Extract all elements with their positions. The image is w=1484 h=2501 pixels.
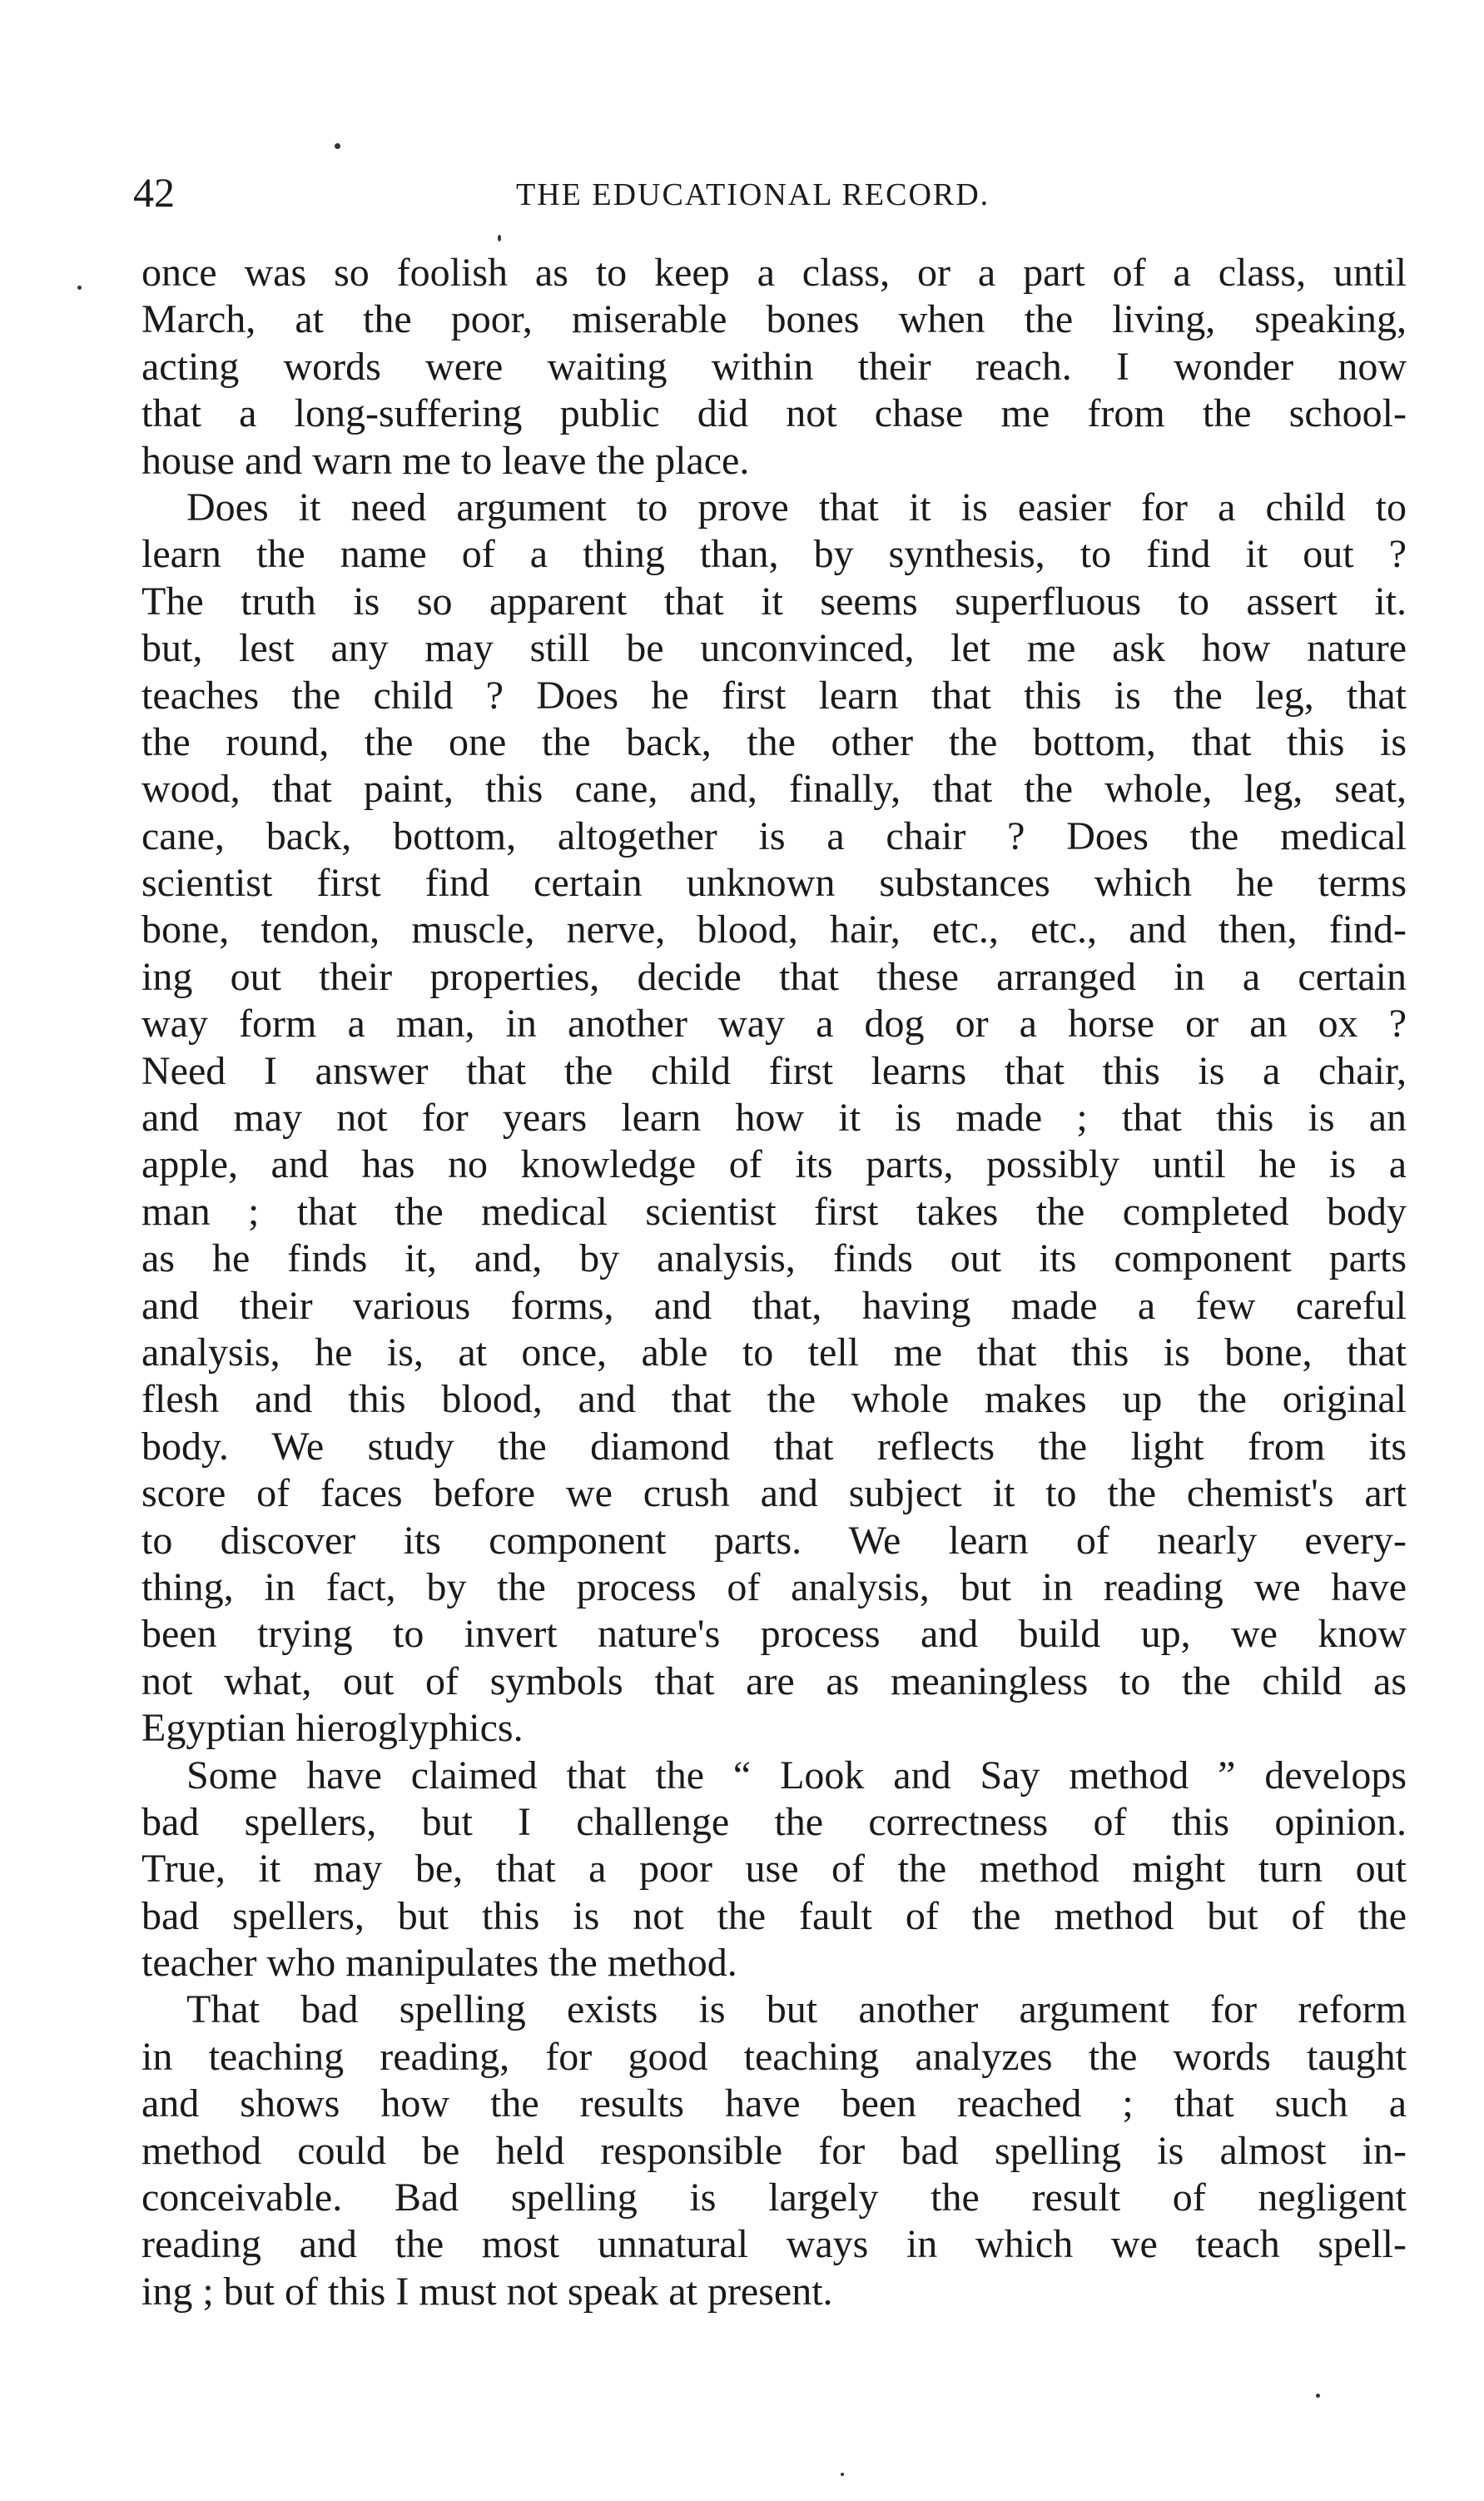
text-line: way form a man, in another way a dog or a horse or an ox ? — [141, 1002, 1407, 1047]
text-line: Need I answer that the child first learns that this is a chair, — [141, 1048, 1407, 1093]
page-number: 42 — [133, 169, 175, 216]
text-line: as he finds it, and, by analysis, finds out its component parts — [141, 1236, 1407, 1281]
text-line: March, at the poor, miserable bones when the living, speaking, — [141, 297, 1407, 342]
text-line: been trying to invert nature's process and build up, we know — [141, 1612, 1407, 1657]
ink-speck — [335, 143, 340, 149]
paragraph-2 — [141, 485, 1407, 1753]
text-line: and their various forms, and that, having made a few careful — [141, 1283, 1407, 1328]
text-line: teacher who manipulates the method. — [141, 1941, 737, 1986]
text-line: method could be held responsible for bad spelling is almost in- — [141, 2128, 1407, 2173]
text-line: Some have claimed that the “ Look and Say method ” develops — [186, 1753, 1407, 1797]
text-line: the round, the one the back, the other the bottom, that this is — [141, 719, 1407, 764]
ink-speck — [1316, 2394, 1320, 2398]
text-line: but, lest any may still be unconvinced, let me ask how nature — [141, 626, 1407, 671]
text-line: bone, tendon, muscle, nerve, blood, hair, etc., etc., and then, find- — [141, 907, 1407, 952]
text-line: reading and the most unnatural ways in which we teach spell- — [141, 2222, 1407, 2267]
text-line: ing out their properties, decide that these arranged in a certain — [141, 954, 1407, 999]
text-line: conceivable. Bad spelling is largely the result of negligent — [141, 2175, 1407, 2220]
page-header — [133, 163, 1407, 221]
text-line: scientist first find certain unknown substances which he terms — [141, 861, 1407, 906]
text-line: Egyptian hieroglyphics. — [141, 1706, 524, 1751]
text-line: body. We study the diamond that reflects the light from its — [141, 1424, 1407, 1469]
text-line: bad spellers, but this is not the fault of the method but of the — [141, 1893, 1407, 1938]
text-line: analysis, he is, at once, able to tell me that this is bone, that — [141, 1330, 1407, 1375]
text-line: teaches the child ? Does he first learn that this is the leg, that — [141, 673, 1407, 718]
text-line: and shows how the results have been reached ; that such a — [141, 2081, 1407, 2126]
text-line: and may not for years learn how it is made ; that this is an — [141, 1096, 1407, 1141]
text-line: in teaching reading, for good teaching analyzes the words taught — [141, 2034, 1407, 2079]
text-line: ing ; but of this I must not speak at present. — [141, 2269, 833, 2314]
text-line: apple, and has no knowledge of its parts, possibly until he is a — [141, 1142, 1407, 1187]
text-line: not what, out of symbols that are as meaningless to the child as — [141, 1658, 1407, 1703]
paragraph-1 — [141, 250, 1407, 485]
text-line: man ; that the medical scientist first takes the completed body — [141, 1189, 1407, 1234]
ink-speck — [841, 2473, 844, 2476]
text-line: acting words were waiting within their reach. I wonder now — [141, 344, 1407, 389]
text-line: cane, back, bottom, altogether is a chair ? Does the medical — [141, 813, 1407, 858]
text-line: score of faces before we crush and subject it to the chemist's art — [141, 1471, 1407, 1516]
text-line: thing, in fact, by the process of analysis, but in reading we have — [141, 1564, 1407, 1609]
ink-speck — [498, 235, 501, 241]
text-line: that a long-suffering public did not chase me from the school- — [141, 391, 1407, 436]
text-line: learn the name of a thing than, by synthesis, to find it out ? — [141, 532, 1407, 577]
text-line: house and warn me to leave the place. — [141, 438, 750, 483]
text-line: wood, that paint, this cane, and, finally, that the whole, leg, seat, — [141, 767, 1407, 812]
text-line: That bad spelling exists is but another argument for reform — [186, 1987, 1407, 2032]
ink-speck — [77, 286, 82, 290]
text-line: flesh and this blood, and that the whole makes up the original — [141, 1377, 1407, 1422]
text-line: Does it need argument to prove that it is easier for a child to — [186, 485, 1407, 530]
paragraph-3 — [141, 1753, 1407, 1987]
text-line: True, it may be, that a poor use of the method might turn out — [141, 1847, 1407, 1892]
text-line: bad spellers, but I challenge the correctness of this opinion. — [141, 1799, 1407, 1844]
running-title: THE EDUCATIONAL RECORD. — [516, 177, 990, 212]
text-line: to discover its component parts. We learn of nearly every- — [141, 1518, 1407, 1563]
body-text — [141, 250, 1407, 2315]
text-line: The truth is so apparent that it seems superfluous to assert it. — [141, 579, 1407, 624]
paragraph-4 — [141, 1986, 1407, 2315]
text-line: once was so foolish as to keep a class, or a part of a class, until — [141, 251, 1407, 295]
